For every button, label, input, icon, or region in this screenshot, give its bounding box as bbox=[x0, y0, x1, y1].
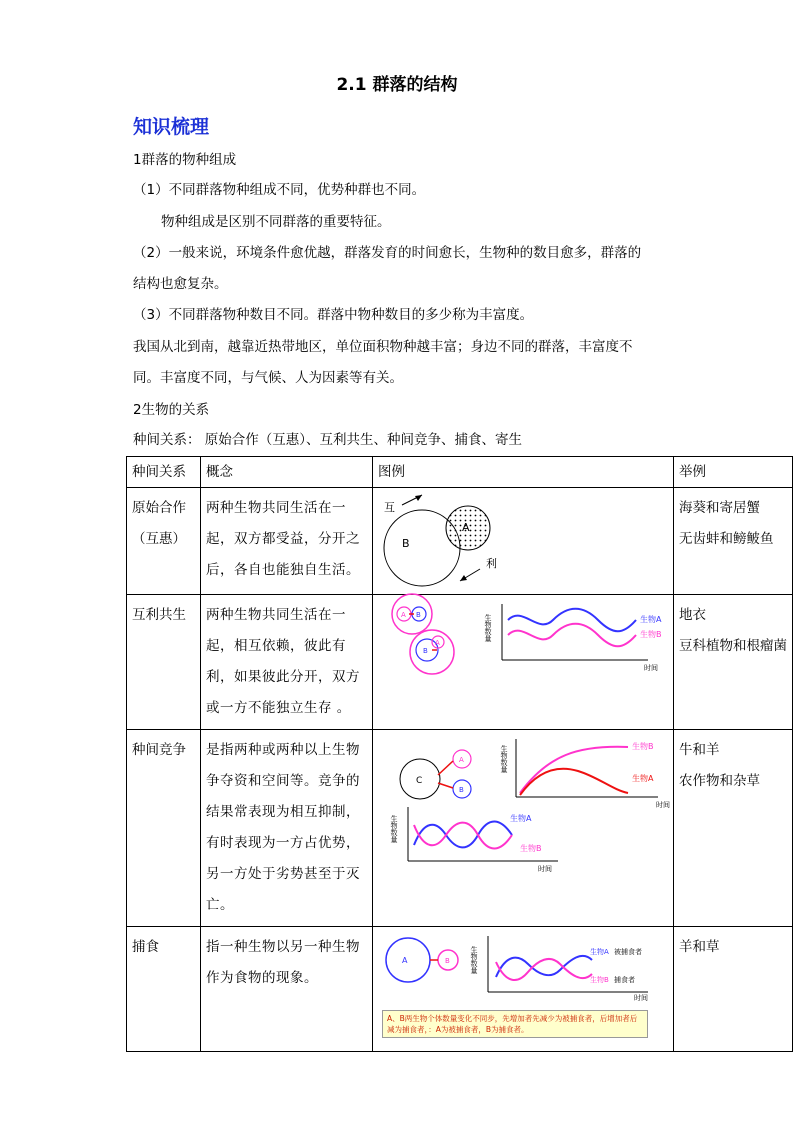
relation-examples bbox=[674, 927, 793, 1052]
predation-diagram bbox=[378, 932, 668, 1044]
header-cell: 图例 bbox=[373, 457, 674, 488]
table-row bbox=[127, 927, 793, 1052]
series-a-wave bbox=[414, 822, 512, 848]
svg-text:生物B: 生物B bbox=[632, 742, 654, 751]
text-line: 我国从北到南，越靠近热带地区，单位面积物种越丰富；身边不同的群落，丰富度不 bbox=[133, 339, 633, 355]
svg-text:生物数量: 生物数量 bbox=[470, 946, 478, 974]
cooperation-diagram bbox=[378, 493, 668, 589]
relationship-table bbox=[126, 456, 793, 1052]
series-b-wave bbox=[496, 959, 592, 980]
table-row bbox=[127, 730, 793, 927]
relation-concept: 两种生物共同生活在一起，双方都受益，分开之后，各自也能独自生活。 bbox=[201, 488, 373, 595]
svg-text:捕食者: 捕食者 bbox=[614, 976, 635, 984]
text-line: 同。丰富度不同，与气候、人为因素等有关。 bbox=[133, 370, 403, 386]
svg-text:时间: 时间 bbox=[656, 801, 670, 809]
example-item: 牛和羊 bbox=[679, 742, 720, 758]
relation-figure bbox=[373, 730, 674, 927]
text-line: 种间关系： 原始合作（互惠）、互利共生、种间竞争、捕食、寄生 bbox=[133, 432, 523, 448]
text-line: 物种组成是区别不同群落的重要特征。 bbox=[161, 214, 391, 230]
series-b-wave bbox=[414, 823, 512, 849]
example-item: 豆科植物和根瘤菌 bbox=[679, 638, 787, 654]
text-line: 1群落的物种组成 bbox=[133, 152, 237, 168]
label-li: 利 bbox=[486, 557, 497, 570]
series-a-curve bbox=[520, 769, 628, 795]
table-row bbox=[127, 595, 793, 730]
svg-text:生物B: 生物B bbox=[520, 844, 542, 853]
svg-text:生物数量: 生物数量 bbox=[500, 745, 508, 773]
predation-note: A、B两生物个体数量变化不同步，先增加者先减少为被捕食者，后增加者后减为捕食者，：A为被捕食者，B为捕食者。 bbox=[382, 1010, 648, 1038]
svg-text:生物A: 生物A bbox=[590, 948, 609, 956]
relation-name: 原始合作（互惠） bbox=[127, 488, 201, 595]
svg-text:A: A bbox=[401, 611, 406, 619]
header-cell: 概念 bbox=[201, 457, 373, 488]
relation-examples bbox=[674, 595, 793, 730]
svg-text:B: B bbox=[445, 957, 450, 965]
svg-text:生物B: 生物B bbox=[640, 630, 662, 639]
svg-text:生物A: 生物A bbox=[510, 814, 532, 823]
example-item: 地衣 bbox=[679, 607, 706, 623]
relation-concept: 指一种生物以另一种生物作为食物的现象。 bbox=[201, 927, 373, 1052]
svg-text:生物A: 生物A bbox=[632, 774, 654, 783]
table-header-row bbox=[127, 457, 793, 488]
relation-name: 种间竞争 bbox=[127, 730, 201, 927]
text-line: 2生物的关系 bbox=[133, 402, 210, 418]
example-item: 海葵和寄居蟹 bbox=[679, 500, 760, 516]
relation-examples bbox=[674, 730, 793, 927]
text-line: （3）不同群落物种数目不同。群落中物种数目的多少称为丰富度。 bbox=[133, 307, 534, 323]
relation-concept: 两种生物共同生活在一起，相互依赖，彼此有利，如果彼此分开，双方或一方不能独立生存 。 bbox=[201, 595, 373, 730]
relation-figure bbox=[373, 488, 674, 595]
example-item: 农作物和杂草 bbox=[679, 773, 760, 789]
svg-text:B: B bbox=[423, 647, 428, 655]
example-item: 羊和草 bbox=[679, 939, 720, 955]
relation-figure bbox=[373, 927, 674, 1052]
text-line: 结构也愈复杂。 bbox=[133, 276, 228, 292]
label-b: B bbox=[402, 537, 410, 550]
text-line: （1）不同群落物种组成不同，优势种群也不同。 bbox=[133, 182, 426, 198]
svg-text:生物B: 生物B bbox=[590, 976, 609, 984]
svg-text:B: B bbox=[459, 786, 464, 794]
svg-text:A: A bbox=[402, 956, 408, 965]
page-title: 2.1 群落的结构 bbox=[336, 75, 458, 95]
header-cell: 举例 bbox=[674, 457, 793, 488]
svg-text:B: B bbox=[416, 611, 421, 619]
svg-text:生物A: 生物A bbox=[640, 615, 662, 624]
svg-text:生物数量: 生物数量 bbox=[390, 815, 398, 843]
label-a: A bbox=[462, 521, 470, 534]
section-heading: 知识梳理 bbox=[133, 116, 210, 138]
mutualism-diagram bbox=[378, 600, 668, 712]
svg-text:A: A bbox=[435, 639, 440, 647]
svg-text:时间: 时间 bbox=[644, 664, 658, 672]
relation-concept: 是指两种或两种以上生物争夺资和空间等。竞争的结果常表现为相互抑制，有时表现为一方占优势，另一方处于劣势甚至于灭亡。 bbox=[201, 730, 373, 927]
text-line: （2）一般来说，环境条件愈优越，群落发育的时间愈长，生物种的数目愈多，群落的 bbox=[133, 245, 642, 261]
svg-text:被捕食者: 被捕食者 bbox=[614, 948, 642, 956]
svg-text:时间: 时间 bbox=[538, 865, 552, 873]
series-b-line bbox=[508, 624, 636, 647]
svg-text:时间: 时间 bbox=[634, 994, 648, 1002]
table-row bbox=[127, 488, 793, 595]
svg-text:A: A bbox=[459, 756, 464, 764]
series-a-line bbox=[508, 609, 636, 632]
relation-name: 互利共生 bbox=[127, 595, 201, 730]
label-hu: 互 bbox=[384, 501, 395, 514]
example-item: 无齿蚌和鳑鲏鱼 bbox=[679, 531, 774, 547]
svg-text:生物数量: 生物数量 bbox=[484, 614, 492, 642]
relation-examples bbox=[674, 488, 793, 595]
svg-text:C: C bbox=[416, 776, 423, 786]
relation-name: 捕食 bbox=[127, 927, 201, 1052]
competition-diagram bbox=[378, 735, 668, 875]
header-cell: 种间关系 bbox=[127, 457, 201, 488]
relation-figure bbox=[373, 595, 674, 730]
